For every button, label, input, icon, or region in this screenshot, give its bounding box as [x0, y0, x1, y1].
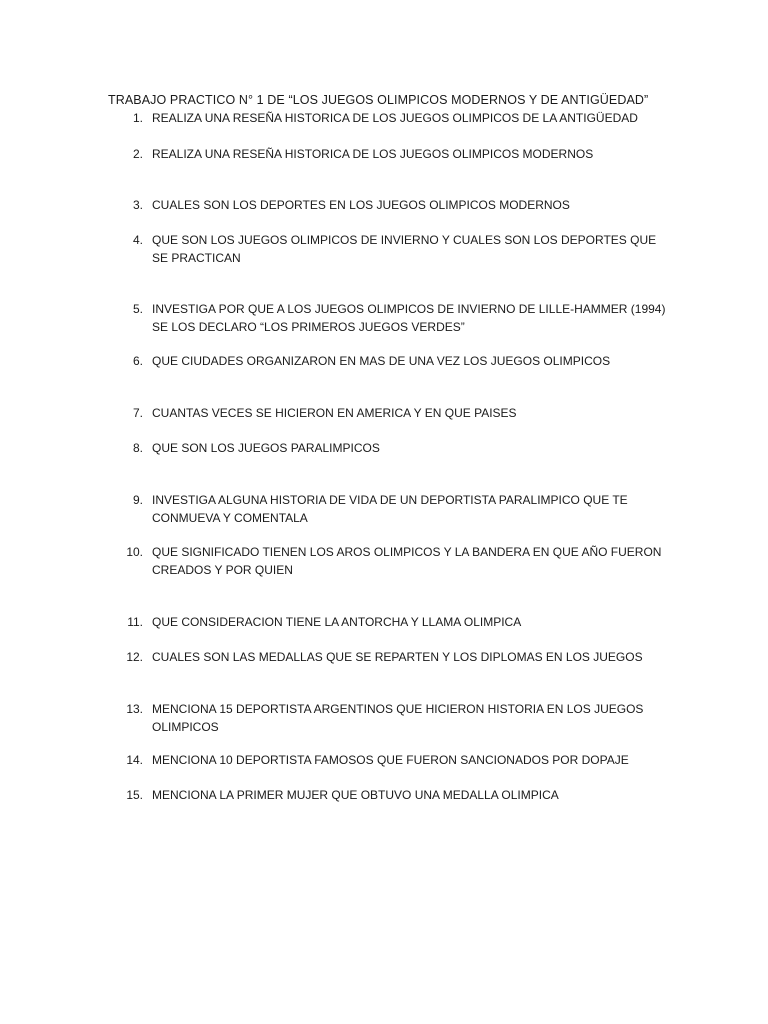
list-item [108, 751, 668, 769]
list-item [108, 145, 668, 163]
item-number: 14. [126, 753, 143, 767]
list-item [108, 404, 668, 422]
item-number: 3. [132, 198, 143, 212]
item-number: 5. [132, 302, 143, 316]
list-item [108, 700, 668, 736]
item-number: 12. [126, 650, 143, 664]
item-text: QUE SON LOS JUEGOS PARALIMPICOS [152, 441, 380, 455]
item-text: REALIZA UNA RESEÑA HISTORICA DE LOS JUEGOS OLIMPICOS MODERNOS [152, 147, 594, 161]
item-text: MENCIONA LA PRIMER MUJER QUE OBTUVO UNA MEDALLA OLIMPICA [152, 788, 559, 802]
document-title: TRABAJO PRACTICO N° 1 DE “LOS JUEGOS OLIMPICOS MODERNOS Y DE ANTIGÜEDAD” [108, 93, 649, 107]
item-number: 11. [127, 615, 143, 629]
item-text: QUE CONSIDERACION TIENE LA ANTORCHA Y LLAMA OLIMPICA [152, 615, 522, 629]
item-number: 8. [132, 441, 143, 455]
item-text: INVESTIGA POR QUE A LOS JUEGOS OLIMPICOS DE INVIERNO DE LILLE-HAMMER (1994) SE LOS DECLARO “LOS PRIMEROS JUEGOS VERDES” [152, 302, 666, 334]
item-text: INVESTIGA ALGUNA HISTORIA DE VIDA DE UN DEPORTISTA PARALIMPICO QUE TE CONMUEVA Y COMENTALA [152, 493, 628, 525]
item-text: MENCIONA 10 DEPORTISTA FAMOSOS QUE FUERON SANCIONADOS POR DOPAJE [152, 753, 629, 767]
list-item [108, 231, 668, 267]
item-text: CUANTAS VECES SE HICIERON EN AMERICA Y EN QUE PAISES [152, 406, 517, 420]
list-item [108, 439, 668, 457]
list-item [108, 109, 668, 127]
item-number: 9. [132, 493, 143, 507]
item-text: QUE SON LOS JUEGOS OLIMPICOS DE INVIERNO Y CUALES SON LOS DEPORTES QUE SE PRACTICAN [152, 233, 657, 265]
item-number: 4. [132, 233, 143, 247]
item-number: 15. [126, 788, 143, 802]
item-number: 13. [126, 702, 143, 716]
list-item [108, 352, 668, 370]
item-number: 6. [132, 354, 143, 368]
list-item [108, 300, 668, 336]
item-number: 2. [132, 147, 143, 161]
item-text: CUALES SON LAS MEDALLAS QUE SE REPARTEN Y LOS DIPLOMAS EN LOS JUEGOS [152, 650, 643, 664]
item-text: REALIZA UNA RESEÑA HISTORICA DE LOS JUEGOS OLIMPICOS DE LA ANTIGÜEDAD [152, 111, 638, 125]
item-text: MENCIONA 15 DEPORTISTA ARGENTINOS QUE HICIERON HISTORIA EN LOS JUEGOS OLIMPICOS [152, 702, 644, 734]
list-item [108, 648, 668, 666]
list-item [108, 613, 668, 631]
item-text: CUALES SON LOS DEPORTES EN LOS JUEGOS OLIMPICOS MODERNOS [152, 198, 570, 212]
item-number: 10. [126, 545, 143, 559]
list-item [108, 196, 668, 214]
list-item [108, 543, 668, 579]
list-item [108, 786, 668, 804]
item-text: QUE CIUDADES ORGANIZARON EN MAS DE UNA VEZ LOS JUEGOS OLIMPICOS [152, 354, 611, 368]
item-number: 1. [132, 111, 143, 125]
item-number: 7. [132, 406, 143, 420]
item-text: QUE SIGNIFICADO TIENEN LOS AROS OLIMPICOS Y LA BANDERA EN QUE AÑO FUERON CREADOS Y POR QUIEN [152, 545, 662, 577]
list-item [108, 491, 668, 527]
